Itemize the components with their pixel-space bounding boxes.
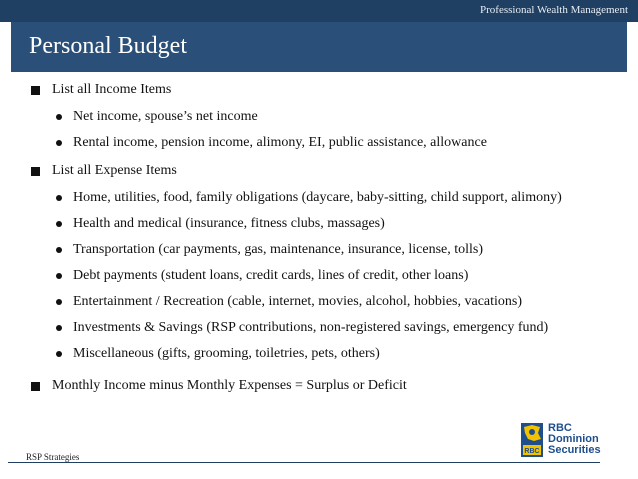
rbc-wordmark — [548, 423, 601, 456]
sub-bullet-text: Miscellaneous (gifts, grooming, toiletries, pets, others) — [73, 346, 380, 361]
round-bullet-icon — [56, 247, 62, 253]
sub-bullet — [56, 320, 548, 336]
sub-bullet — [56, 346, 380, 362]
round-bullet-icon — [56, 273, 62, 279]
round-bullet-icon — [56, 351, 62, 357]
square-bullet-icon — [31, 86, 40, 95]
bullet-text: List all Expense Items — [52, 163, 177, 178]
logo-line: Dominion — [548, 433, 599, 445]
sub-bullet-text: Debt payments (student loans, credit cards, lines of credit, other loans) — [73, 268, 469, 283]
bullet-text: Monthly Income minus Monthly Expenses = Surplus or Deficit — [52, 378, 407, 393]
sub-bullet-text: Entertainment / Recreation (cable, internet, movies, alcohol, hobbies, vacations) — [73, 294, 523, 309]
brand-label: Professional Wealth Management — [480, 4, 628, 16]
sub-bullet — [56, 268, 468, 284]
sub-bullet-text: Net income, spouse’s net income — [73, 109, 258, 124]
square-bullet-icon — [31, 382, 40, 391]
bullet-income — [31, 82, 171, 98]
footer-divider — [8, 462, 600, 463]
sub-bullet — [56, 135, 487, 151]
square-bullet-icon — [31, 167, 40, 176]
bullet-expense — [31, 163, 177, 179]
sub-bullet — [56, 190, 562, 206]
logo-line: RBC — [548, 422, 572, 434]
sub-bullet-text: Investments & Savings (RSP contributions, non-registered savings, emergency fund) — [73, 320, 549, 335]
bullet-text: List all Income Items — [52, 82, 172, 97]
sub-bullet — [56, 216, 385, 232]
footer-label: RSP Strategies — [26, 452, 80, 462]
logo-line: Securities — [548, 444, 601, 456]
sub-bullet — [56, 242, 483, 258]
sub-bullet-text: Home, utilities, food, family obligations (daycare, baby-sitting, child support, alimony) — [73, 190, 562, 205]
sub-bullet-text: Transportation (car payments, gas, maintenance, insurance, license, tolls) — [73, 242, 484, 257]
round-bullet-icon — [56, 140, 62, 146]
sub-bullet — [56, 109, 258, 125]
bullet-summary — [31, 378, 407, 394]
round-bullet-icon — [56, 195, 62, 201]
round-bullet-icon — [56, 325, 62, 331]
sub-bullet-text: Health and medical (insurance, fitness clubs, massages) — [73, 216, 385, 231]
sub-bullet — [56, 294, 522, 310]
logo-badge-text: RBC — [524, 448, 540, 455]
round-bullet-icon — [56, 299, 62, 305]
sub-bullet-text: Rental income, pension income, alimony, EI, public assistance, allowance — [73, 135, 487, 150]
round-bullet-icon — [56, 221, 62, 227]
round-bullet-icon — [56, 114, 62, 120]
slide-title: Personal Budget — [29, 33, 187, 59]
